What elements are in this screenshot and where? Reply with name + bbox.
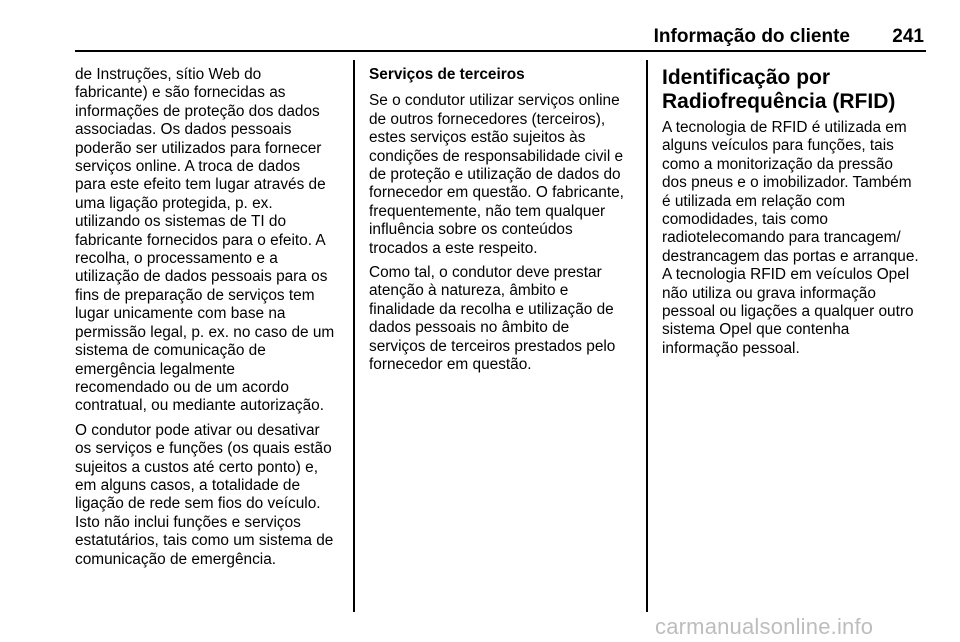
column-1	[75, 66, 347, 575]
heading-line: Radiofrequência (RFID)	[662, 90, 896, 113]
text-line: comunicação de emergência.	[75, 550, 277, 568]
text-line: em alguns casos, a totalidade de	[75, 476, 301, 494]
text-line: sujeitos a custos até certo ponto) e,	[75, 458, 318, 476]
text-line: fornecedor em questão. O fabricante,	[369, 184, 624, 202]
text-line: de outros fornecedores (terceiros),	[369, 110, 606, 128]
heading-line: Identificação por	[662, 66, 831, 89]
text-line: associadas. Os dados pessoais	[75, 121, 292, 139]
text-line: comodidades, tais como	[662, 211, 828, 229]
text-line: trocados a este respeito.	[369, 239, 538, 257]
text-line: dados pessoais no âmbito de	[369, 319, 570, 337]
text-line: pessoal ou ligações a qualquer outro	[662, 303, 914, 321]
watermark: carmanualsonline.info	[655, 614, 874, 639]
text-line: influência sobre os conteúdos	[369, 221, 573, 239]
text-line: condições de responsabilidade civil e	[369, 147, 624, 165]
text-line: permissão legal, p. ex. no caso de um	[75, 323, 335, 341]
text-line: Isto não inclui funções e serviços	[75, 513, 301, 531]
text-line: informações de proteção dos dados	[75, 102, 320, 120]
column-2	[369, 66, 639, 381]
text-line: dos pneus e o imobilizador. Também	[662, 174, 912, 192]
text-line: é utilizada em relação com	[662, 192, 846, 210]
text-line: utilizando os sistemas de TI do	[75, 213, 287, 231]
text-line: alguns veículos para funções, tais	[662, 137, 894, 155]
text-line: fabricante fornecidos para o efeito. A	[75, 231, 326, 249]
text-line: O condutor pode ativar ou desativar	[75, 421, 320, 439]
text-line: contratual, ou mediante autorização.	[75, 397, 324, 415]
text-line: Como tal, o condutor deve prestar	[369, 264, 602, 282]
text-line: frequentemente, não tem qualquer	[369, 202, 606, 220]
text-line: recolha, o processamento e a	[75, 250, 278, 268]
text-line: fins de preparação de serviços tem	[75, 286, 315, 304]
header-rule	[75, 50, 926, 52]
text-line: informação pessoal.	[662, 339, 800, 357]
paragraph	[369, 92, 639, 258]
text-line: uma ligação protegida, p. ex.	[75, 194, 273, 212]
text-line: atenção à natureza, âmbito e	[369, 282, 569, 300]
paragraph	[369, 264, 639, 374]
column-divider-1	[353, 60, 355, 612]
text-line: A tecnologia de RFID é utilizada em	[662, 119, 907, 136]
text-line: lugar unicamente com base na	[75, 305, 286, 323]
paragraph	[662, 119, 934, 358]
section-heading: Serviços de terceiros	[369, 66, 525, 83]
text-line: não utiliza ou grava informação	[662, 284, 876, 302]
text-line: serviços de terceiros prestados pelo	[369, 337, 616, 355]
column-3	[662, 66, 934, 364]
column-divider-2	[646, 60, 648, 612]
text-line: A tecnologia RFID em veículos Opel	[662, 266, 910, 284]
text-line: poderão ser utilizados para fornecer	[75, 139, 322, 157]
text-line: como a monitorização da pressão	[662, 155, 893, 173]
text-line: destrancagem das portas e arranque.	[662, 247, 919, 265]
section-heading	[662, 66, 934, 114]
text-line: de proteção e utilização de dados do	[369, 166, 621, 184]
paragraph	[75, 66, 347, 416]
text-line: sistema de comunicação de	[75, 342, 266, 360]
text-line: ligação de rede sem fios do veículo.	[75, 495, 321, 513]
text-line: para este efeito tem lugar através de	[75, 176, 326, 194]
text-line: radiotelecomando para trancagem/	[662, 229, 901, 247]
page-header-title: Informação do cliente	[653, 26, 850, 47]
text-line: finalidade da recolha e utilização de	[369, 300, 614, 318]
paragraph	[75, 422, 347, 569]
text-line: fabricante) e são fornecidas as	[75, 84, 286, 102]
text-line: recomendado ou de um acordo	[75, 378, 289, 396]
text-line: fornecedor em questão.	[369, 356, 532, 374]
text-line: sistema Opel que contenha	[662, 321, 850, 339]
text-line: os serviços e funções (os quais estão	[75, 440, 332, 458]
text-line: estes serviços estão sujeitos às	[369, 129, 586, 147]
text-line: serviços online. A troca de dados	[75, 158, 301, 176]
text-line: emergência legalmente	[75, 360, 235, 378]
text-line: de Instruções, sítio Web do	[75, 66, 262, 83]
text-line: estatutários, tais como um sistema de	[75, 532, 334, 550]
text-line: Se o condutor utilizar serviços online	[369, 92, 620, 110]
page-number: 241	[892, 26, 924, 47]
text-line: utilização de dados pessoais para os	[75, 268, 328, 286]
